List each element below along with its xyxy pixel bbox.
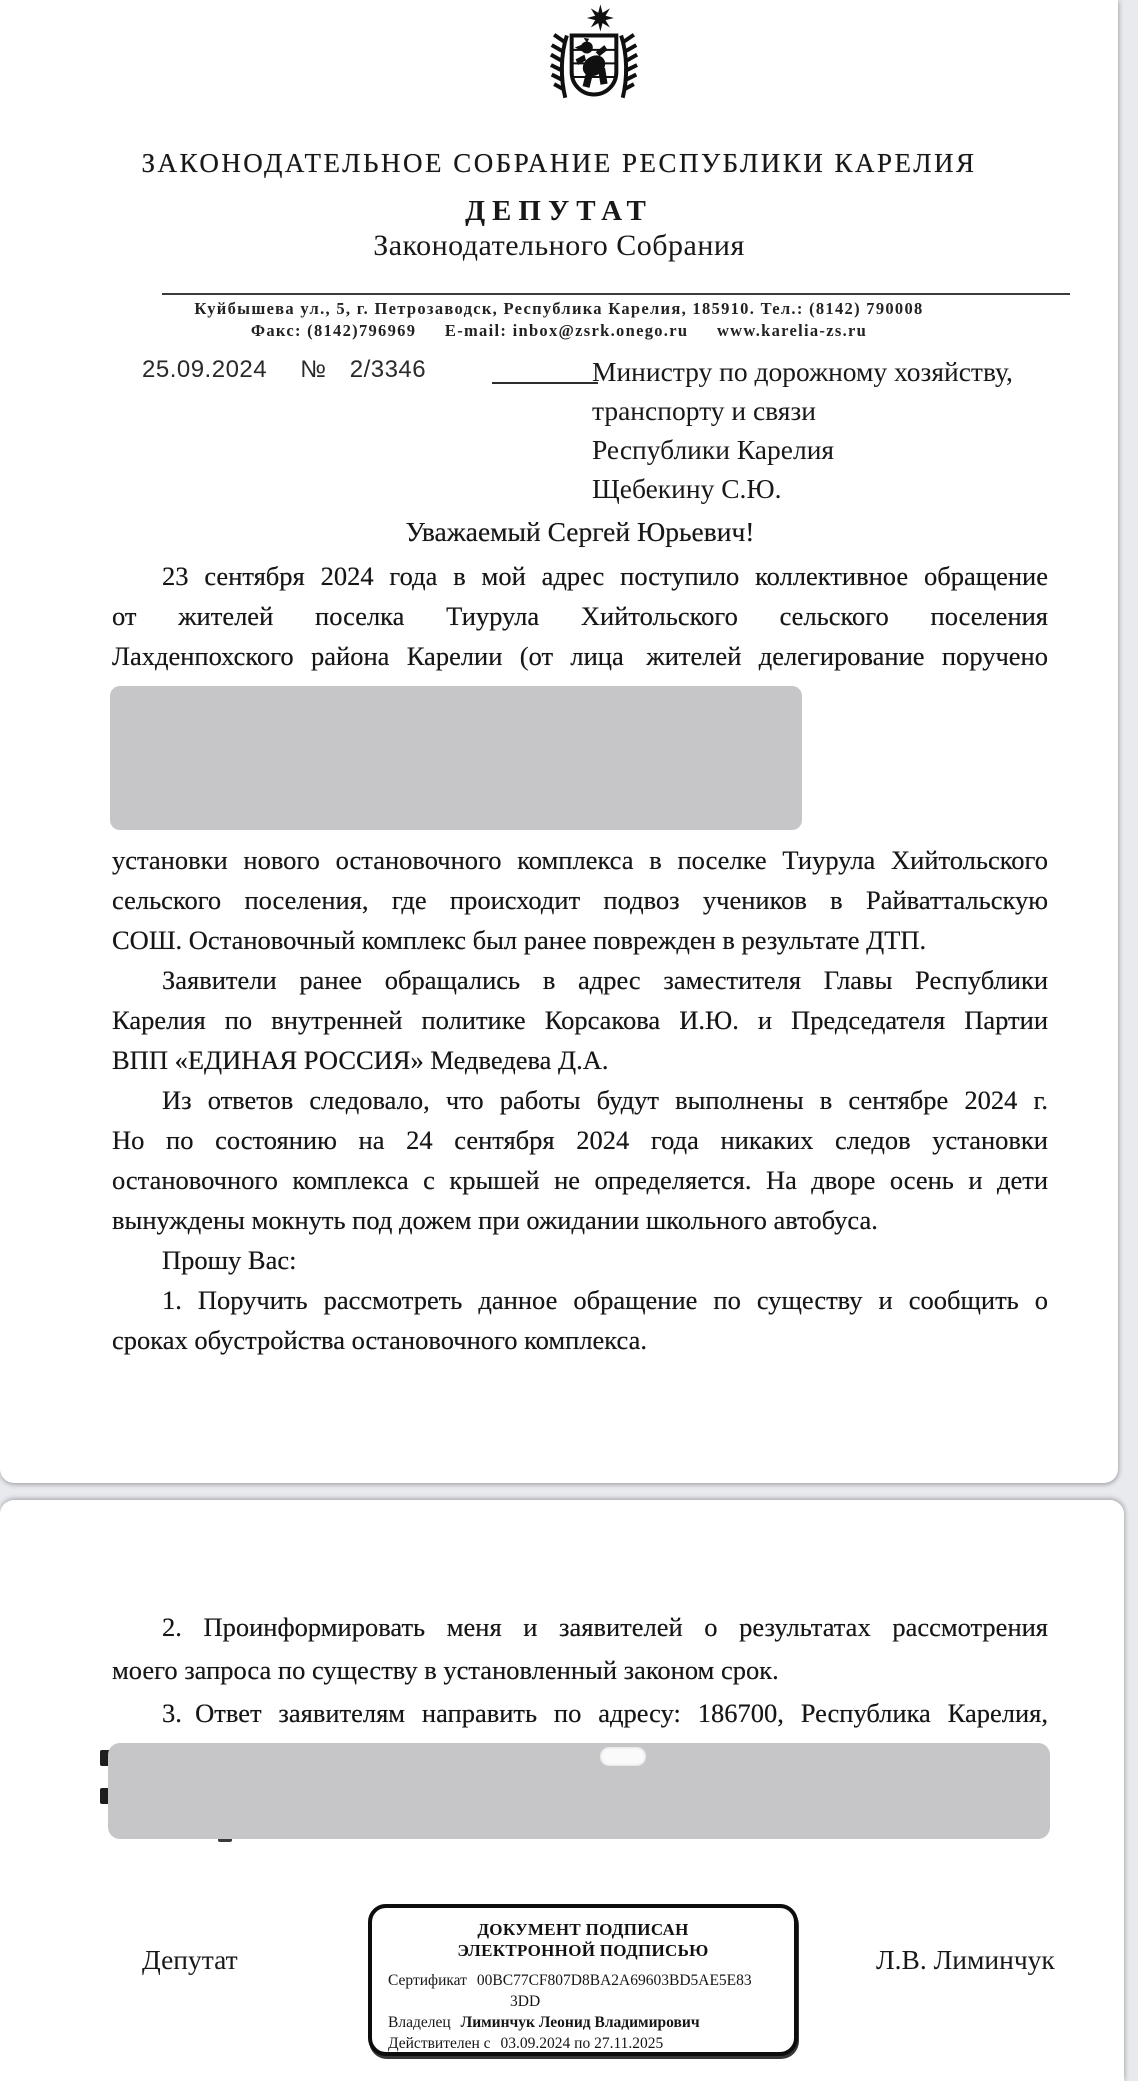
role-title: ДЕПУТАТ (465, 195, 653, 227)
body-line: вынуждены мокнуть под дожем при ожидании школьного автобуса. (112, 1205, 878, 1235)
body-line: 3. Ответ заявителям направить по адресу: 186700, Республика Карелия, (162, 1698, 1048, 1728)
certificate-number: 00BC77CF807D8BA2A69603BD5AE5E83 (476, 1972, 752, 1989)
validity-label: Действителен с (388, 2035, 491, 2052)
body-line: СОШ. Остановочный комплекс был ранее поврежден в результате ДТП. (112, 925, 927, 955)
body-paragraphs-2 (112, 840, 1048, 1360)
redaction-gap-highlight (600, 1747, 646, 1766)
body-line: Лахденпохского района Карелии (от лица жителей делегирование поручено (112, 641, 1048, 671)
stamp-validity-row (388, 2033, 778, 2054)
electronic-signature-stamp (368, 1904, 798, 2056)
body-paragraph-1 (112, 556, 1048, 676)
addressee-line: Республики Карелия (592, 434, 835, 465)
addressee-line: Министру по дорожному хозяйству, (592, 356, 1013, 387)
stamp-details (388, 1970, 778, 2054)
owner-label: Владелец (388, 2014, 451, 2031)
contact-address-line: Куйбышева ул., 5, г. Петрозаводск, Республика Карелия, 185910. Тел.: (8142) 790008 (194, 299, 924, 318)
number-sign: № (300, 356, 327, 383)
body-paragraphs-3 (112, 1606, 1048, 1735)
reference-row (142, 356, 426, 384)
letterhead-divider (162, 293, 1070, 295)
body-line: моего запроса по существу в установленный законом срок. (112, 1655, 779, 1685)
stamp-certificate-row (388, 1970, 778, 1991)
owner-name: Лиминчук Леонид Владимирович (460, 2014, 700, 2031)
addressee-line: Щебекину С.Ю. (592, 473, 782, 504)
body-line: 1. Поручить рассмотреть данное обращение по существу и сообщить о (162, 1285, 1048, 1315)
redaction-box-1 (110, 686, 802, 830)
body-line: от жителей поселка Тиурула Хийтольского сельского поселения (112, 601, 1048, 631)
body-line: сроках обустройства остановочного комплекса. (112, 1325, 647, 1355)
org-name: ЗАКОНОДАТЕЛЬНОЕ СОБРАНИЕ РЕСПУБЛИКИ КАРЕЛИЯ (141, 148, 977, 178)
signatory-name: Л.В. Лиминчук (876, 1944, 1055, 1975)
body-line: ВПП «ЕДИНАЯ РОССИЯ» Медведева Д.А. (112, 1045, 609, 1075)
stamp-title (388, 1919, 778, 1961)
body-line: остановочного комплекса с крышей не определяется. На дворе осень и дети (112, 1165, 1048, 1195)
body-line: Но по состоянию на 24 сентября 2024 года никаких следов установки (112, 1125, 1048, 1155)
body-line: Заявители ранее обращались в адрес заместителя Главы Республики (162, 965, 1048, 995)
reply-to-blank-line (492, 360, 598, 384)
body-line: Из ответов следовало, что работы будут выполнены в сентябре 2024 г. (162, 1085, 1048, 1115)
body-line: Карелия по внутренней политике Корсакова И.Ю. и Председателя Партии (112, 1005, 1048, 1035)
stamp-owner-row (388, 2012, 778, 2033)
body-line: 23 сентября 2024 года в мой адрес поступило коллективное обращение (162, 561, 1048, 591)
redaction-box-2 (108, 1743, 1050, 1839)
body-line: 2. Проинформировать меня и заявителей о результатах рассмотрения (162, 1612, 1048, 1642)
salutation: Уважаемый Сергей Юрьевич! (405, 516, 755, 547)
certificate-number-wrap: 3DD (510, 1993, 541, 2010)
signatory-position: Депутат (142, 1944, 238, 1975)
certificate-label: Сертификат (388, 1972, 467, 1989)
letter-page-2 (0, 1500, 1124, 2081)
addressee-block (592, 352, 1013, 508)
addressee-line: транспорту и связи (592, 395, 817, 426)
validity-dates: 03.09.2024 по 27.11.2025 (500, 2035, 664, 2052)
body-line: установки нового остановочного комплекса в поселке Тиурула Хийтольского (112, 845, 1048, 875)
contact-fax-email-line: Факс: (8142)796969 E-mail: inbox@zsrk.onego.ru www.karelia-zs.ru (250, 321, 868, 340)
letter-date: 25.09.2024 (142, 356, 268, 383)
letter-number: 2/3346 (349, 356, 427, 383)
role-subtitle: Законодательного Собрания (373, 229, 745, 262)
karelia-coat-of-arms-icon (538, 2, 650, 141)
body-line: Прошу Вас: (162, 1245, 297, 1275)
body-line: сельского поселения, где происходит подвоз учеников в Райваттальскую (112, 885, 1048, 915)
stamp-title-line: ЭЛЕКТРОННОЙ ПОДПИСЬЮ (457, 1941, 709, 1960)
stamp-title-line: ДОКУМЕНТ ПОДПИСАН (477, 1920, 689, 1939)
